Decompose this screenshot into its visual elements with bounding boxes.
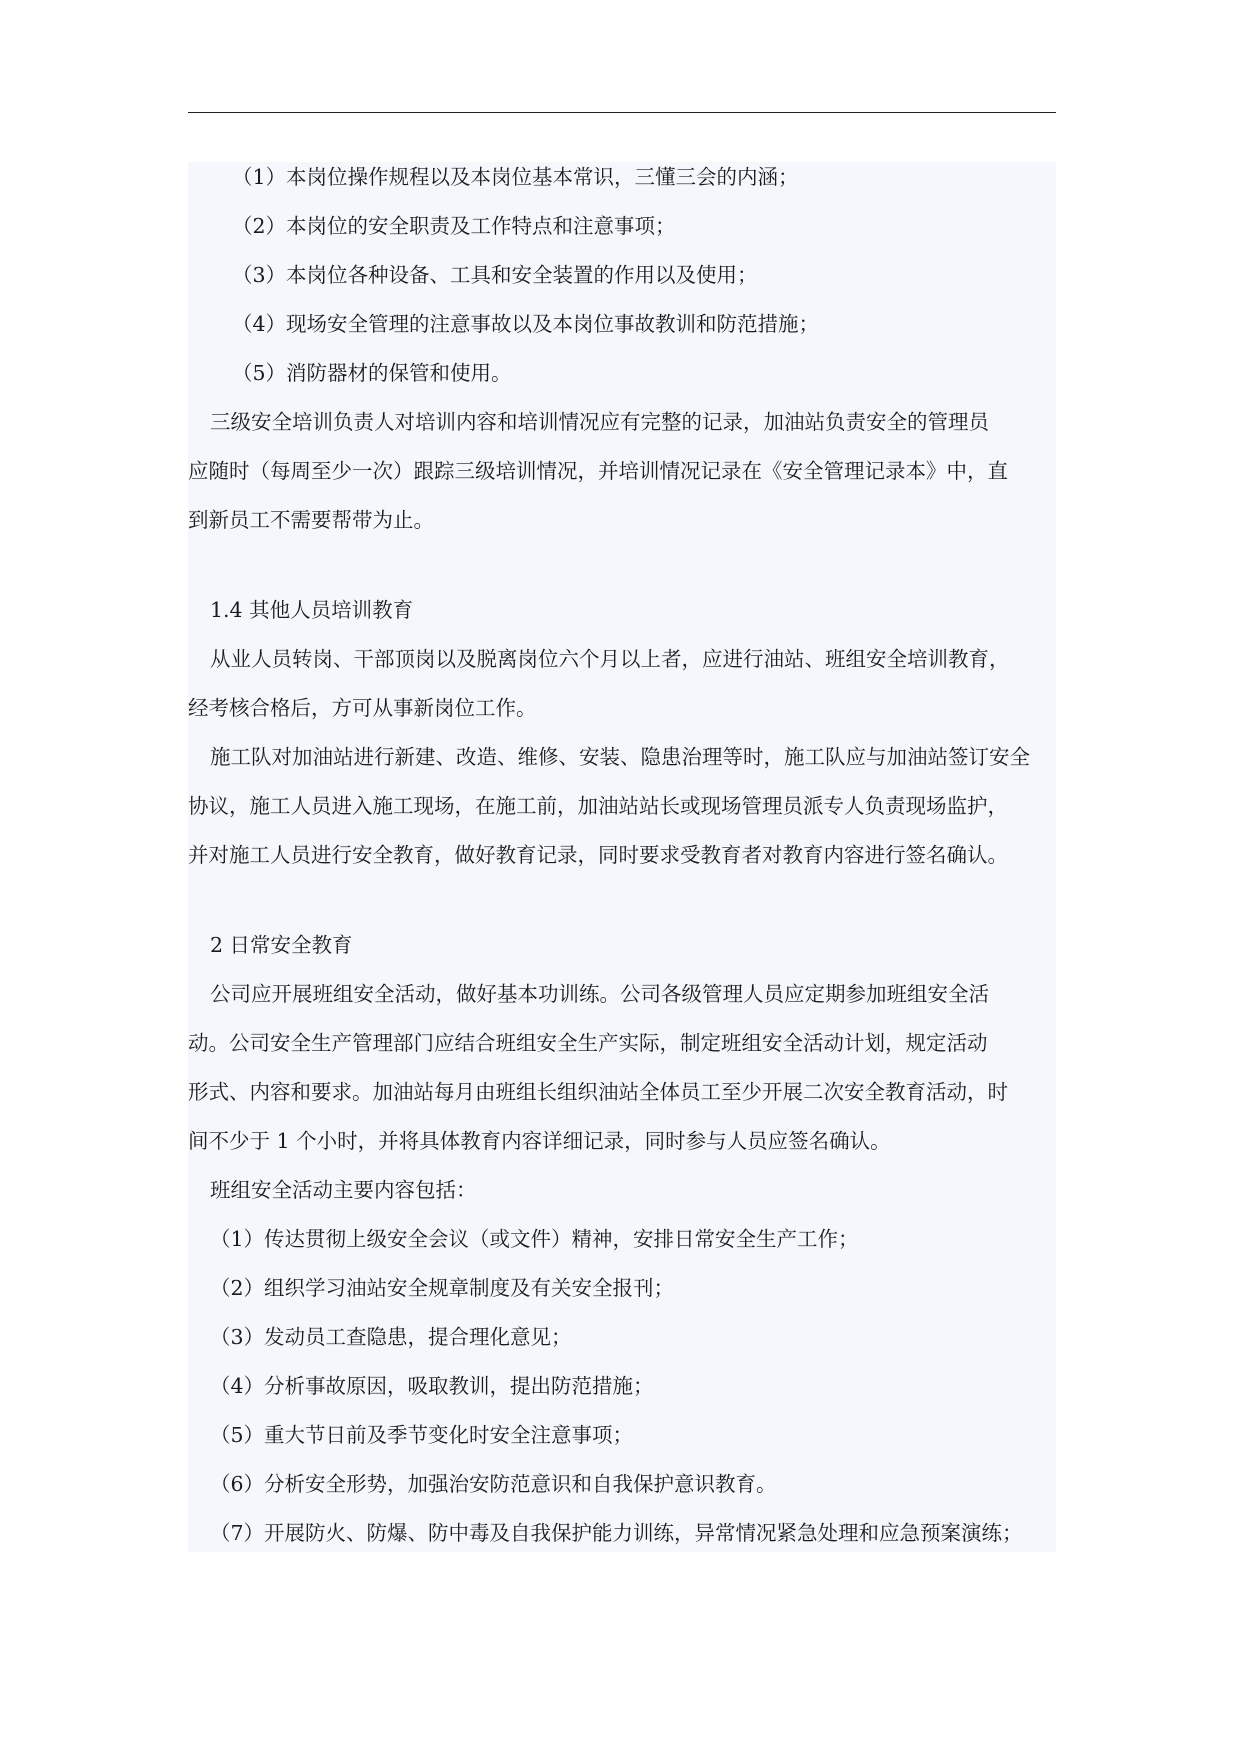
paragraph-line: 施工队对加油站进行新建、改造、维修、安装、隐患治理等时，施工队应与加油站签订安全 [210, 745, 1030, 769]
paragraph-line: 并对施工人员进行安全教育，做好教育记录，同时要求受教育者对教育内容进行签名确认。 [188, 843, 1008, 867]
list-item: （4）分析事故原因，吸取教训，提出防范措施； [210, 1374, 654, 1398]
paragraph-line: 从业人员转岗、干部顶岗以及脱离岗位六个月以上者，应进行油站、班组安全培训教育， [210, 647, 1010, 671]
paragraph-line: 协议，施工人员进入施工现场，在施工前，加油站站长或现场管理员派专人负责现场监护， [188, 794, 1008, 818]
paragraph-line: 班组安全活动主要内容包括： [210, 1178, 477, 1202]
paragraph-line: 到新员工不需要帮带为止。 [188, 508, 434, 532]
paragraph-line: 三级安全培训负责人对培训内容和培训情况应有完整的记录，加油站负责安全的管理员 [210, 410, 989, 434]
paragraph-line: 形式、内容和要求。加油站每月由班组长组织油站全体员工至少开展二次安全教育活动，时 [188, 1080, 1008, 1104]
list-item: （5）重大节日前及季节变化时安全注意事项； [210, 1423, 634, 1447]
paragraph-line: 应随时（每周至少一次）跟踪三级培训情况，并培训情况记录在《安全管理记录本》中，直 [188, 459, 1008, 483]
list-item: （3）本岗位各种设备、工具和安全装置的作用以及使用； [232, 263, 758, 287]
paragraph-line: 公司应开展班组安全活动，做好基本功训练。公司各级管理人员应定期参加班组安全活 [210, 982, 989, 1006]
paragraph-line: 间不少于 1 个小时，并将具体教育内容详细记录，同时参与人员应签名确认。 [188, 1129, 891, 1153]
list-item: （7）开展防火、防爆、防中毒及自我保护能力训练，异常情况紧急处理和应急预案演练； [210, 1521, 1023, 1545]
list-item: （1）传达贯彻上级安全会议（或文件）精神，安排日常安全生产工作； [210, 1227, 859, 1251]
list-item: （2）本岗位的安全职责及工作特点和注意事项； [232, 214, 676, 238]
list-item: （1）本岗位操作规程以及本岗位基本常识，三懂三会的内涵； [232, 165, 799, 189]
section-heading: 1.4 其他人员培训教育 [210, 598, 414, 622]
list-item: （6）分析安全形势，加强治安防范意识和自我保护意识教育。 [210, 1472, 777, 1496]
header-rule [188, 112, 1056, 113]
list-item: （5）消防器材的保管和使用。 [232, 361, 512, 385]
list-item: （2）组织学习油站安全规章制度及有关安全报刊； [210, 1276, 675, 1300]
list-item: （3）发动员工查隐患，提合理化意见； [210, 1325, 572, 1349]
section-heading: 2 日常安全教育 [210, 933, 353, 957]
paragraph-line: 动。公司安全生产管理部门应结合班组安全生产实际，制定班组安全活动计划，规定活动 [188, 1031, 988, 1055]
list-item: （4）现场安全管理的注意事故以及本岗位事故教训和防范措施； [232, 312, 820, 336]
paragraph-line: 经考核合格后，方可从事新岗位工作。 [188, 696, 537, 720]
